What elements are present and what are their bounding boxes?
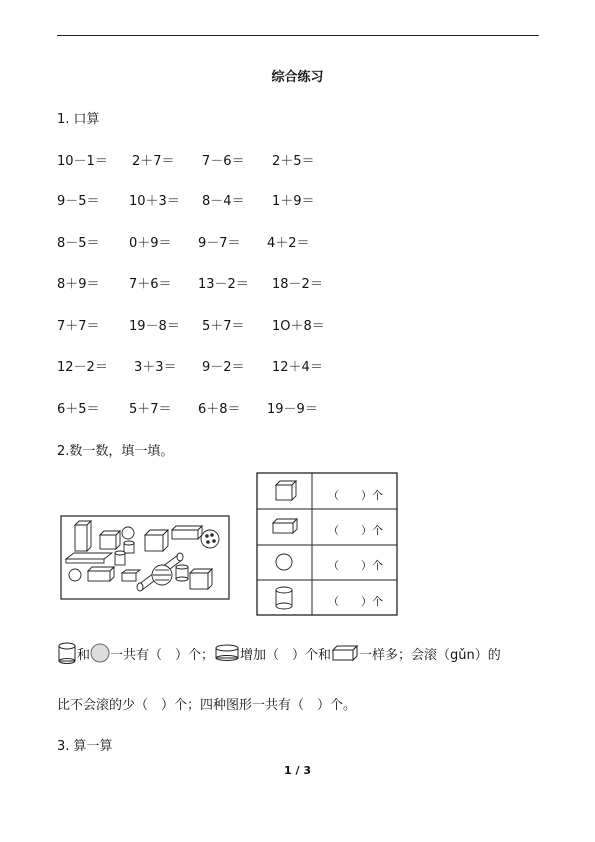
exercise: 19－8＝ xyxy=(129,319,180,334)
cylinder-lying-icon xyxy=(214,644,240,662)
question-line-2: 比不会滚的少（ ）个；四种图形一共有（ ）个。 xyxy=(57,698,357,713)
table-cell-sphere: （ ）个 xyxy=(328,559,383,572)
exercise: 8－5＝ xyxy=(57,236,100,251)
exercise: 7＋7＝ xyxy=(57,319,100,334)
text-same: 一样多；会滚（gǔn）的 xyxy=(359,647,501,663)
question-line-1 xyxy=(57,642,501,664)
exercise: 12－2＝ xyxy=(57,360,108,375)
exercise: 1O＋8＝ xyxy=(272,319,325,334)
exercise: 4＋2＝ xyxy=(267,236,310,251)
exercise: 5＋7＝ xyxy=(129,402,172,417)
exercise: 5＋7＝ xyxy=(202,319,245,334)
exercise: 3＋3＝ xyxy=(134,360,177,375)
text-and: 和 xyxy=(77,647,91,663)
exercise: 9－2＝ xyxy=(202,360,245,375)
exercise: 18－2＝ xyxy=(272,277,323,292)
table-cell-cube: （ ）个 xyxy=(328,489,383,502)
exercise: 8＋9＝ xyxy=(57,277,100,292)
sphere-icon xyxy=(90,643,110,663)
exercise: 10＋3＝ xyxy=(129,194,180,209)
exercise: 19－9＝ xyxy=(267,402,318,417)
table-cell-cuboid: （ ）个 xyxy=(328,524,383,537)
exercise: 9－7＝ xyxy=(198,236,241,251)
exercise: 6＋8＝ xyxy=(198,402,241,417)
exercise: 7＋6＝ xyxy=(129,277,172,292)
exercise: 1＋9＝ xyxy=(272,194,315,209)
page-title: 综合练习 xyxy=(271,70,324,85)
page-number: 1 / 3 xyxy=(284,764,311,777)
exercise: 8－4＝ xyxy=(202,194,245,209)
exercise: 2＋5＝ xyxy=(272,154,315,169)
header-rule xyxy=(57,35,539,36)
exercise: 7－6＝ xyxy=(202,154,245,169)
cylinder-icon xyxy=(57,642,77,664)
text-total: 一共有（ ）个； xyxy=(110,647,215,663)
exercise: 10－1＝ xyxy=(57,154,108,169)
exercise: 6＋5＝ xyxy=(57,402,100,417)
section-2-heading: 2.数一数，填一填。 xyxy=(57,444,174,459)
exercise: 2＋7＝ xyxy=(132,154,175,169)
exercise: 0＋9＝ xyxy=(129,236,172,251)
section-3-heading: 3. 算一算 xyxy=(57,739,113,754)
table-cell-cylinder: （ ）个 xyxy=(328,595,383,608)
exercise: 13－2＝ xyxy=(198,277,249,292)
exercise: 9－5＝ xyxy=(57,194,100,209)
text-increase: 增加（ ）个和 xyxy=(240,647,332,663)
shapes-scene xyxy=(60,515,230,600)
cuboid-icon xyxy=(331,644,359,662)
section-1-heading: 1. 口算 xyxy=(57,112,100,127)
exercise: 12＋4＝ xyxy=(272,360,323,375)
